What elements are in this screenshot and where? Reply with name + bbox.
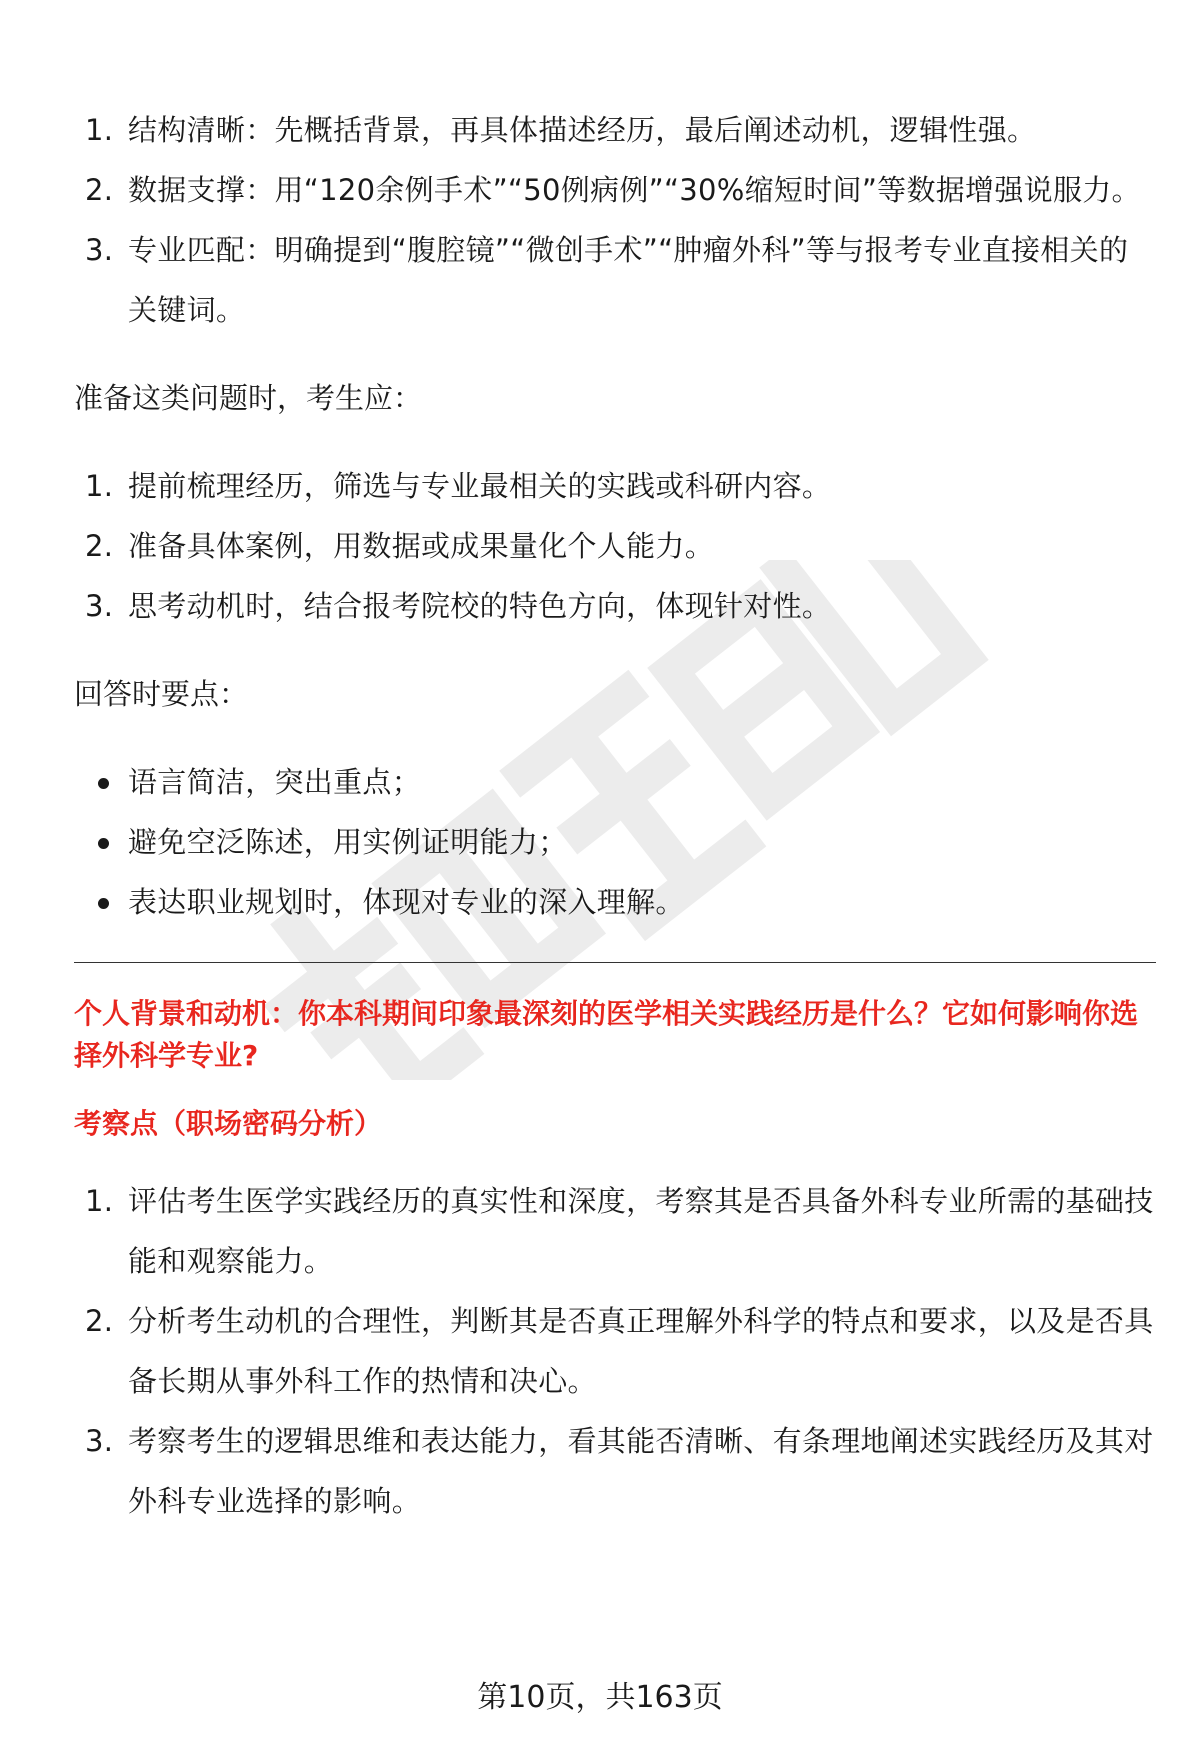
list-number: 2. xyxy=(85,529,114,563)
bullet-dot-icon xyxy=(98,778,109,789)
list-item-text: 数据支撑：用“120余例手术”“50例病例”“30%缩短时间”等数据增强说服力。 xyxy=(128,173,1141,207)
section-divider xyxy=(74,962,1156,963)
bullet-dot-icon xyxy=(98,838,109,849)
list-number: 2. xyxy=(85,173,114,207)
list-number: 3. xyxy=(85,589,114,623)
list-item-text: 专业匹配：明确提到“腹腔镜”“微创手术”“肿瘤外科”等与报考专业直接相关的关键词。 xyxy=(128,233,1129,327)
list-item-text: 思考动机时，结合报考院校的特色方向，体现针对性。 xyxy=(128,589,832,623)
prepare-intro: 准备这类问题时，考生应： xyxy=(74,381,423,415)
bullet-dot-icon xyxy=(98,898,109,909)
question-heading: 个人背景和动机：你本科期间印象最深刻的医学相关实践经历是什么？它如何影响你选择外科学专业? xyxy=(74,997,1139,1072)
bullet-item xyxy=(74,872,1156,932)
bullet-text: 表达职业规划时，体现对专业的深入理解。 xyxy=(128,885,685,919)
analysis-heading: 考察点（职场密码分析） xyxy=(74,1107,383,1140)
list-item-text: 考察考生的逻辑思维和表达能力，看其能否清晰、有条理地阐述实践经历及其对外科专业选择的影响。 xyxy=(128,1424,1154,1518)
list-item xyxy=(74,220,1156,340)
list-item-text: 提前梳理经历，筛选与专业最相关的实践或科研内容。 xyxy=(128,469,832,503)
page-number-footer: 第10页，共163页 xyxy=(477,1680,723,1715)
bullet-item xyxy=(74,752,1156,812)
prepare-numbered-list xyxy=(74,456,1156,636)
bullet-item xyxy=(74,812,1156,872)
list-item-text: 结构清晰：先概括背景，再具体描述经历，最后阐述动机，逻辑性强。 xyxy=(128,113,1037,147)
analysis-numbered-list xyxy=(74,1171,1156,1531)
list-item-text: 分析考生动机的合理性，判断其是否真正理解外科学的特点和要求，以及是否具备长期从事外科工作的热情和决心。 xyxy=(128,1304,1154,1398)
bullet-text: 语言简洁，突出重点； xyxy=(128,765,422,799)
bullet-text: 避免空泛陈述，用实例证明能力； xyxy=(128,825,568,859)
list-item xyxy=(74,160,1156,220)
list-number: 2. xyxy=(85,1304,114,1338)
list-number: 1. xyxy=(85,113,114,147)
summary-numbered-list xyxy=(74,100,1156,340)
list-item xyxy=(74,456,1156,516)
list-number: 3. xyxy=(85,1424,114,1458)
list-item xyxy=(74,1291,1156,1411)
list-item xyxy=(74,516,1156,576)
page-content xyxy=(74,100,1156,1531)
list-item-text: 评估考生医学实践经历的真实性和深度，考察其是否具备外科专业所需的基础技能和观察能力。 xyxy=(128,1184,1154,1278)
list-item xyxy=(74,100,1156,160)
list-number: 1. xyxy=(85,469,114,503)
list-number: 1. xyxy=(85,1184,114,1218)
answer-intro: 回答时要点： xyxy=(74,677,249,711)
answer-bullet-list xyxy=(74,752,1156,932)
list-item-text: 准备具体案例，用数据或成果量化个人能力。 xyxy=(128,529,715,563)
list-item xyxy=(74,1411,1156,1531)
list-item xyxy=(74,1171,1156,1291)
list-number: 3. xyxy=(85,233,114,267)
list-item xyxy=(74,576,1156,636)
